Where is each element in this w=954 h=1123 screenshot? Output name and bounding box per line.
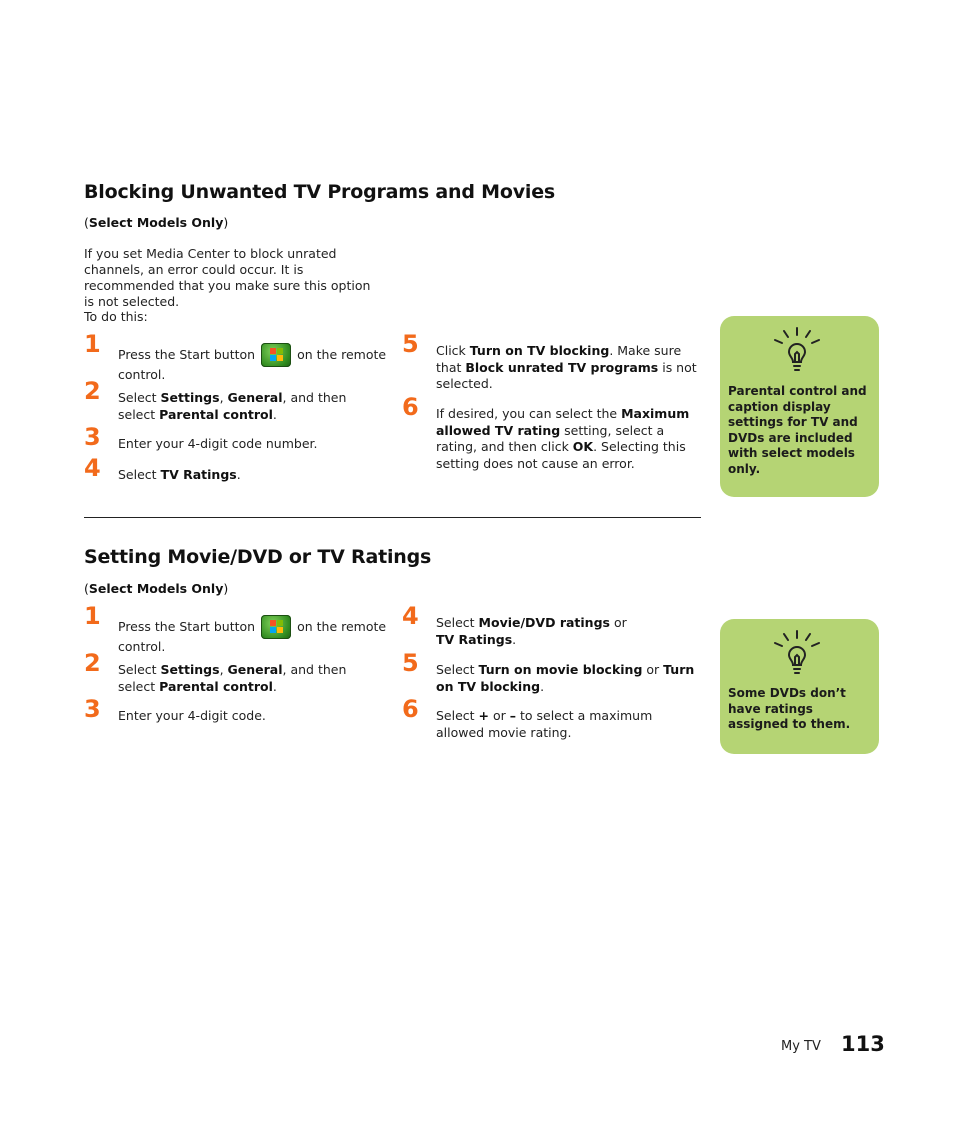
step-number: 2 — [84, 377, 101, 405]
step-1: 1 Press the Start button on the remote control. — [84, 330, 387, 382]
step-6: 6 If desired, you can select the Maximum allowed TV rating setting, select a rating, and then click OK. Selecting this setting does not cause an error. — [402, 393, 690, 471]
step-number: 3 — [84, 695, 101, 723]
step-2: 2 Select Settings, General, and then select Parental control. — [84, 377, 347, 422]
step-6: 6 Select + or – to select a maximum allowed movie rating. — [402, 695, 653, 740]
tip-text: Parental control and caption display settings for TV and DVDs are included with select models only. — [728, 384, 867, 476]
section-title-blocking: Blocking Unwanted TV Programs and Movies — [84, 181, 555, 203]
windows-start-button-icon — [261, 615, 291, 639]
tip-text: Some DVDs don’t have ratings assigned to them. — [728, 686, 851, 731]
step-1: 1 Press the Start button on the remote control. — [84, 602, 387, 654]
step-number: 4 — [402, 602, 419, 630]
step-number: 3 — [84, 423, 101, 451]
section-divider — [84, 517, 701, 518]
section-title-ratings: Setting Movie/DVD or TV Ratings — [84, 546, 432, 568]
page-number: 113 — [841, 1032, 885, 1056]
lightbulb-icon — [772, 629, 822, 677]
step-2: 2 Select Settings, General, and then select Parental control. — [84, 649, 347, 694]
step-number: 6 — [402, 695, 419, 723]
step-number: 5 — [402, 330, 419, 358]
step-5: 5 Click Turn on TV blocking. Make sure that Block unrated TV programs is not selected. — [402, 330, 697, 391]
section-subtitle: (Select Models Only) — [84, 215, 229, 230]
step-number: 6 — [402, 393, 419, 421]
intro-paragraph: If you set Media Center to block unrated channels, an error could occur. It is recommended that you make sure this option is not selected. — [84, 246, 371, 309]
tip-box-dvd — [720, 619, 879, 754]
lightbulb-icon — [772, 326, 822, 374]
step-4: 4 Select TV Ratings. — [84, 454, 241, 482]
step-5: 5 Select Turn on movie blocking or Turn on TV blocking. — [402, 649, 695, 694]
footer-chapter-label: My TV — [781, 1039, 821, 1054]
todo-label: To do this: — [84, 309, 148, 324]
step-number: 1 — [84, 330, 101, 358]
step-4: 4 Select Movie/DVD ratings or TV Ratings. — [402, 602, 627, 647]
tip-box-parental — [720, 316, 879, 497]
step-number: 1 — [84, 602, 101, 630]
windows-start-button-icon — [261, 343, 291, 367]
section-subtitle: (Select Models Only) — [84, 581, 229, 596]
step-3: 3 Enter your 4-digit code. — [84, 695, 266, 723]
step-number: 4 — [84, 454, 101, 482]
step-3: 3 Enter your 4-digit code number. — [84, 423, 318, 451]
step-number: 2 — [84, 649, 101, 677]
step-number: 5 — [402, 649, 419, 677]
